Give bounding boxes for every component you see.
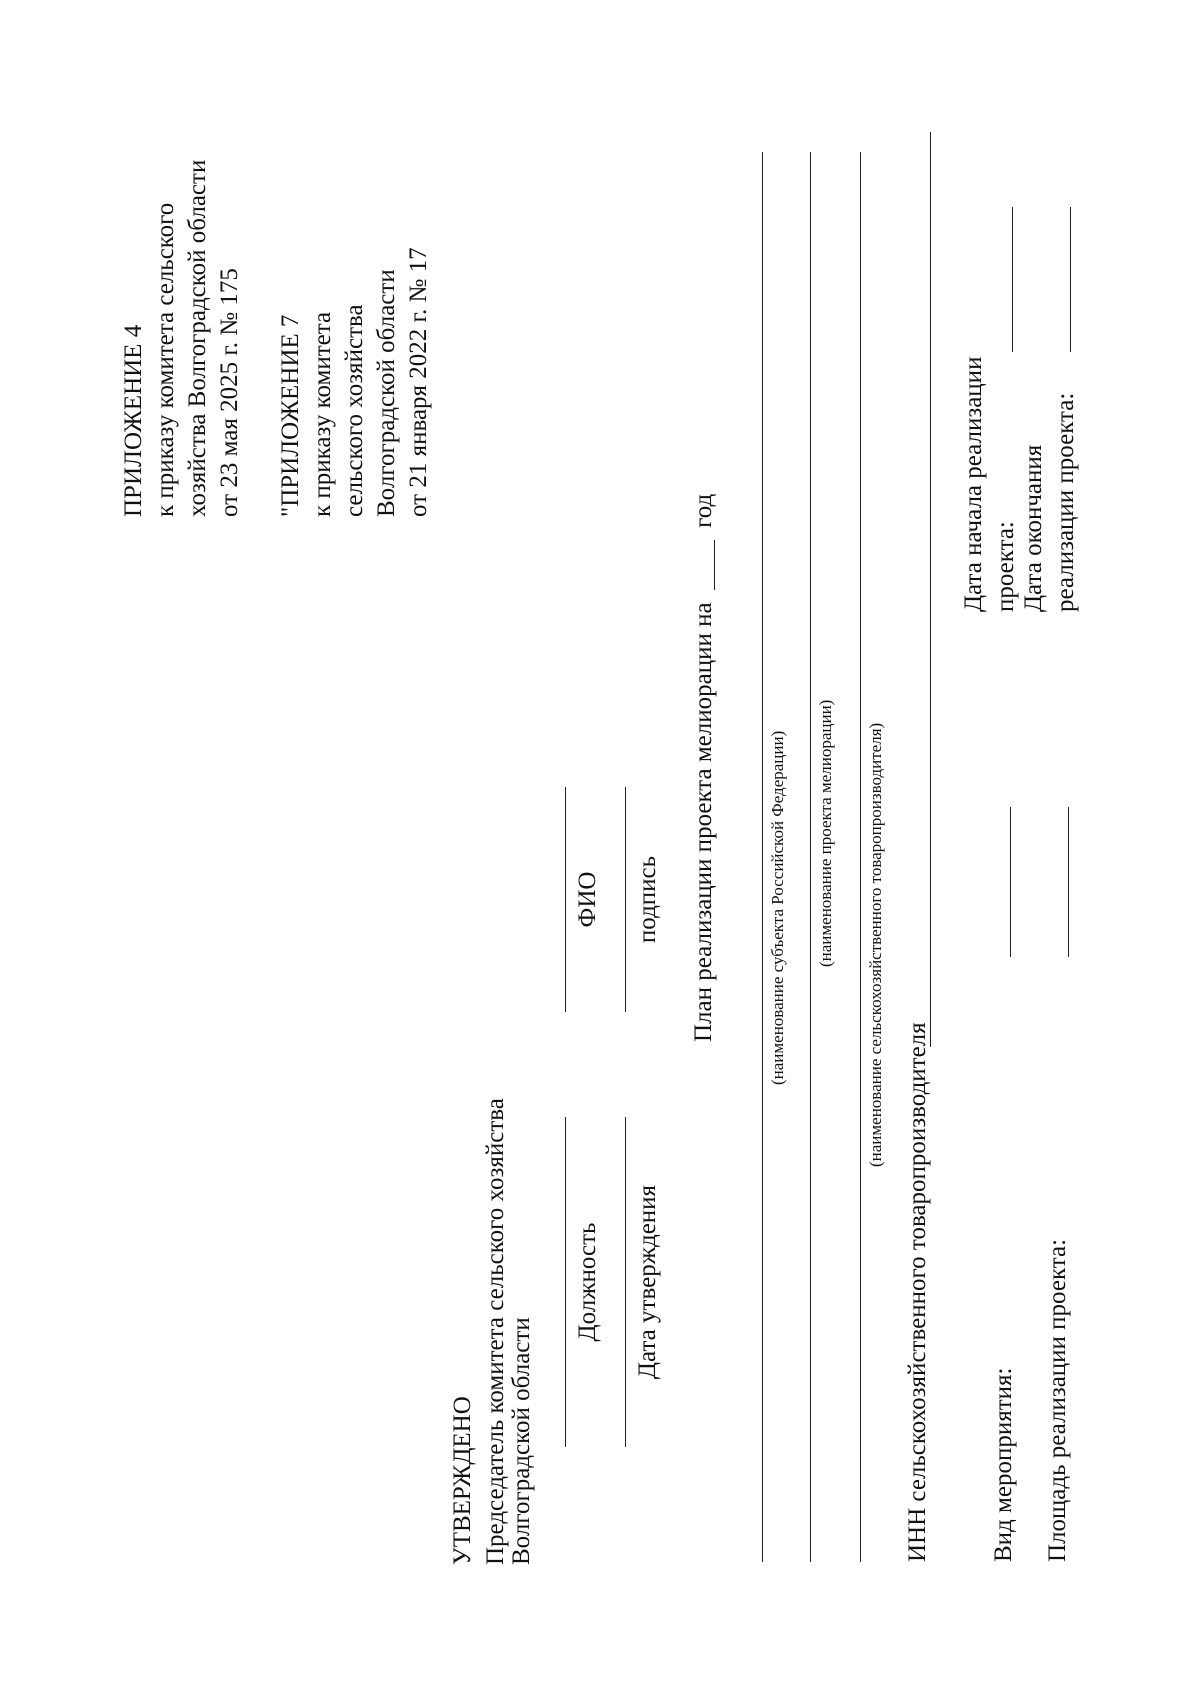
project-line[interactable]	[810, 152, 811, 1562]
start-date-label-1: Дата начала реализации	[960, 356, 987, 612]
approval-line-2: Волгоградской области	[508, 1317, 535, 1565]
fio-label: ФИО	[574, 871, 601, 928]
position-label: Должность	[574, 1222, 601, 1342]
approval-line-1: Председатель комитета сельского хозяйства	[482, 1098, 509, 1565]
inn-line[interactable]	[930, 132, 931, 1047]
year-blank[interactable]	[714, 540, 715, 590]
end-date-label-2: реализации проекта:	[1052, 392, 1079, 612]
approval-date-line	[625, 1117, 626, 1447]
appendix-7-title: "ПРИЛОЖЕНИЕ 7	[277, 314, 304, 517]
inn-label: ИНН сельскохозяйственного товаропроизводителя	[904, 1022, 931, 1562]
appendix-7-line-2: сельского хозяйства	[341, 304, 368, 517]
appendix-7-line-1: к приказу комитета	[309, 311, 336, 517]
subject-caption: (наименование субъекта Российской Федерации)	[768, 730, 787, 1085]
area-line[interactable]	[1068, 807, 1069, 957]
end-date-label-1: Дата окончания	[1020, 444, 1047, 612]
approval-heading: УТВЕРЖДЕНО	[449, 1396, 476, 1565]
plan-title	[688, 494, 719, 1042]
start-date-label-2: проекта:	[992, 521, 1019, 612]
area-label: Площадь реализации проекта:	[1044, 1238, 1071, 1562]
appendix-7-line-4: от 21 января 2022 г. № 17	[405, 247, 432, 517]
fio-line	[565, 787, 566, 1012]
activity-type-label: Вид мероприятия:	[990, 1367, 1017, 1562]
approval-date-label: Дата утверждения	[634, 1184, 661, 1380]
signature-label: подпись	[634, 855, 661, 944]
appendix-4-line-1: к приказу комитета сельского	[152, 202, 179, 517]
project-caption: (наименование проекта мелиорации)	[816, 699, 835, 967]
appendix-7-line-3: Волгоградской области	[373, 269, 400, 517]
signature-line	[625, 787, 626, 1012]
plan-title-text: План реализации проекта мелиорации на	[690, 602, 717, 1042]
end-date-line[interactable]	[1070, 207, 1071, 352]
start-date-line[interactable]	[1012, 207, 1013, 352]
plan-title-suffix: год	[690, 493, 717, 528]
producer-line[interactable]	[860, 152, 861, 1562]
appendix-4-line-3: от 23 мая 2025 г. № 175	[216, 268, 243, 517]
activity-type-line[interactable]	[1010, 807, 1011, 957]
producer-caption: (наименование сельскохозяйственного товаропроизводителя)	[866, 722, 885, 1167]
appendix-4-line-2: хозяйства Волгоградской области	[184, 159, 211, 517]
position-line	[565, 1117, 566, 1447]
appendix-4-title: ПРИЛОЖЕНИЕ 4	[120, 324, 147, 517]
subject-line[interactable]	[762, 152, 763, 1562]
